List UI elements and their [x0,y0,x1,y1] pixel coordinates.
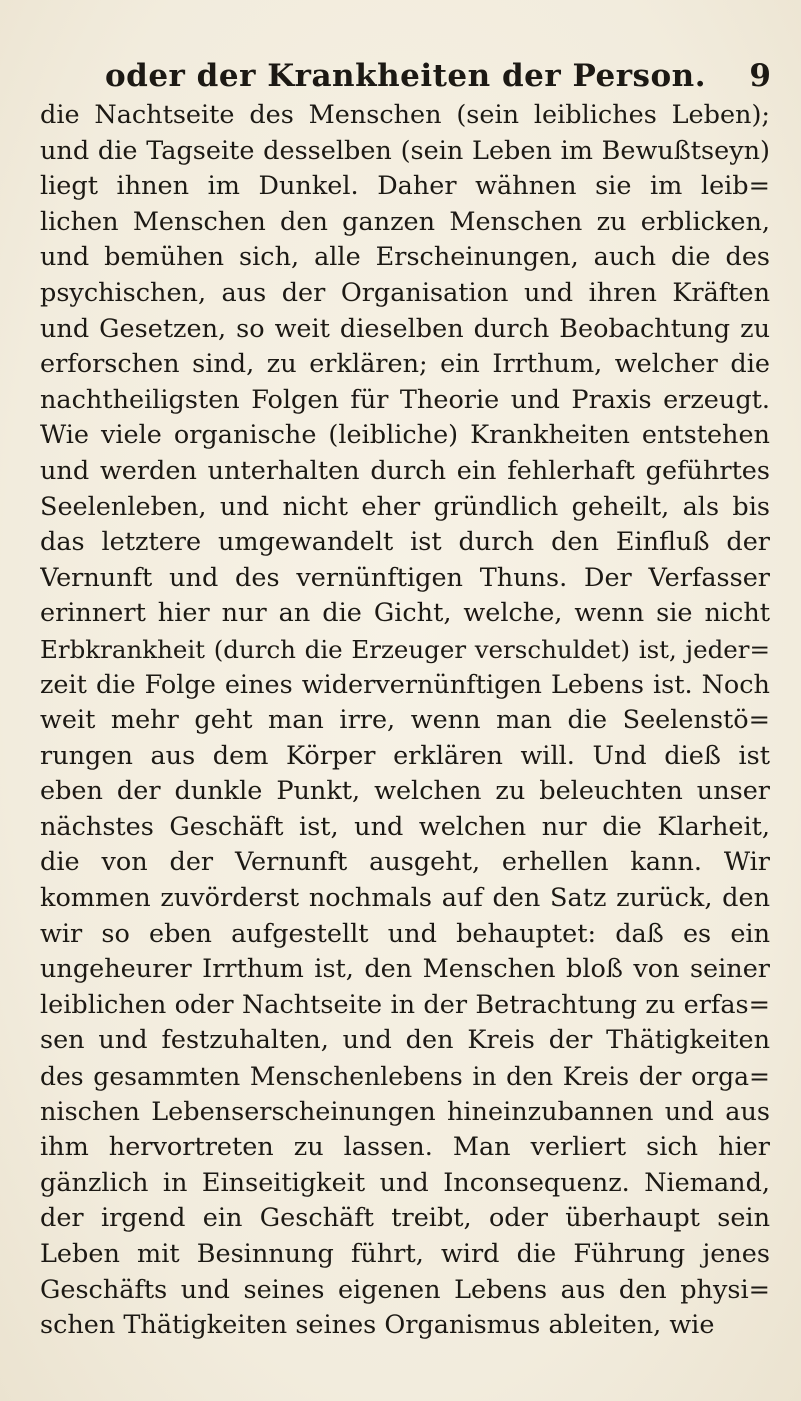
text-line: sen und festzuhalten, und den Kreis der Thätigkeiten [40,1025,770,1056]
text-line: und werden unterhalten durch ein fehlerhaft geführtes [40,455,770,486]
text-line: das letztere umgewandelt ist durch den Einfluß der [40,527,770,558]
text-line: Leben mit Besinnung führt, wird die Führung jenes [40,1239,770,1269]
text-line: leiblichen oder Nachtseite in der Betrachtung zu erfas= [40,989,770,1020]
text-line: nächstes Geschäft ist, und welchen nur die Klarheit, [40,811,770,842]
text-line: erforschen sind, zu erklären; ein Irrthum, welcher die [40,349,770,380]
text-line: weit mehr geht man irre, wenn man die Seelenstö= [40,705,770,736]
text-line: rungen aus dem Körper erklären will. Und dieß ist [40,740,770,771]
text-line: ihm hervortreten zu lassen. Man verliert sich hier [40,1132,770,1163]
text-line: erinnert hier nur an die Gicht, welche, wenn sie nicht [40,598,770,629]
text-line: kommen zuvörderst nochmals auf den Satz zurück, den [40,883,770,914]
text-line: zeit die Folge eines widervernünftigen Lebens ist. Noch [40,669,770,700]
running-head: oder der Krankheiten der Person. [104,58,707,94]
page-header [40,50,771,100]
text-line: psychischen, aus der Organisation und ihren Kräften [40,277,770,308]
text-line: wir so eben aufgestellt und behauptet: daß es ein [40,918,770,949]
text-line: des gesammten Menschenlebens in den Kreis der orga= [40,1062,770,1092]
text-line: nischen Lebenserscheinungen hineinzubannen und aus [40,1096,770,1127]
text-line: und die Tagseite desselben (sein Leben im Bewußtseyn) [40,135,770,166]
text-line: lichen Menschen den ganzen Menschen zu erblicken, [40,206,770,237]
text-line: gänzlich in Einseitigkeit und Inconsequenz. Niemand, [40,1167,770,1198]
page-number: 9 [749,58,771,94]
text-line: Wie viele organische (leibliche) Krankheiten entstehen [40,420,770,451]
text-line: und Gesetzen, so weit dieselben durch Beobachtung zu [40,313,770,344]
text-line: der irgend ein Geschäft treibt, oder überhaupt sein [40,1203,770,1234]
text-line: Erbkrankheit (durch die Erzeuger verschuldet) ist, jeder= [40,634,770,664]
text-line: Seelenleben, und nicht eher gründlich geheilt, als bis [40,491,770,522]
body-text [40,98,770,1344]
text-line: liegt ihnen im Dunkel. Daher wähnen sie im leib= [40,171,770,202]
text-line: die Nachtseite des Menschen (sein leibliches Leben); [40,100,770,130]
text-line: nachtheiligsten Folgen für Theorie und Praxis erzeugt. [40,384,770,415]
text-line: und bemühen sich, alle Erscheinungen, auch die des [40,242,770,273]
text-line: Geschäfts und seines eigenen Lebens aus den physi= [40,1274,770,1305]
text-line: ungeheurer Irrthum ist, den Menschen bloß von seiner [40,954,770,985]
text-line: Vernunft und des vernünftigen Thuns. Der Verfasser [40,562,770,593]
text-line: schen Thätigkeiten seines Organismus ableiten, wie [40,1310,715,1341]
text-line: die von der Vernunft ausgeht, erhellen kann. Wir [40,847,770,878]
text-line: eben der dunkle Punkt, welchen zu beleuchten unser [40,776,770,807]
